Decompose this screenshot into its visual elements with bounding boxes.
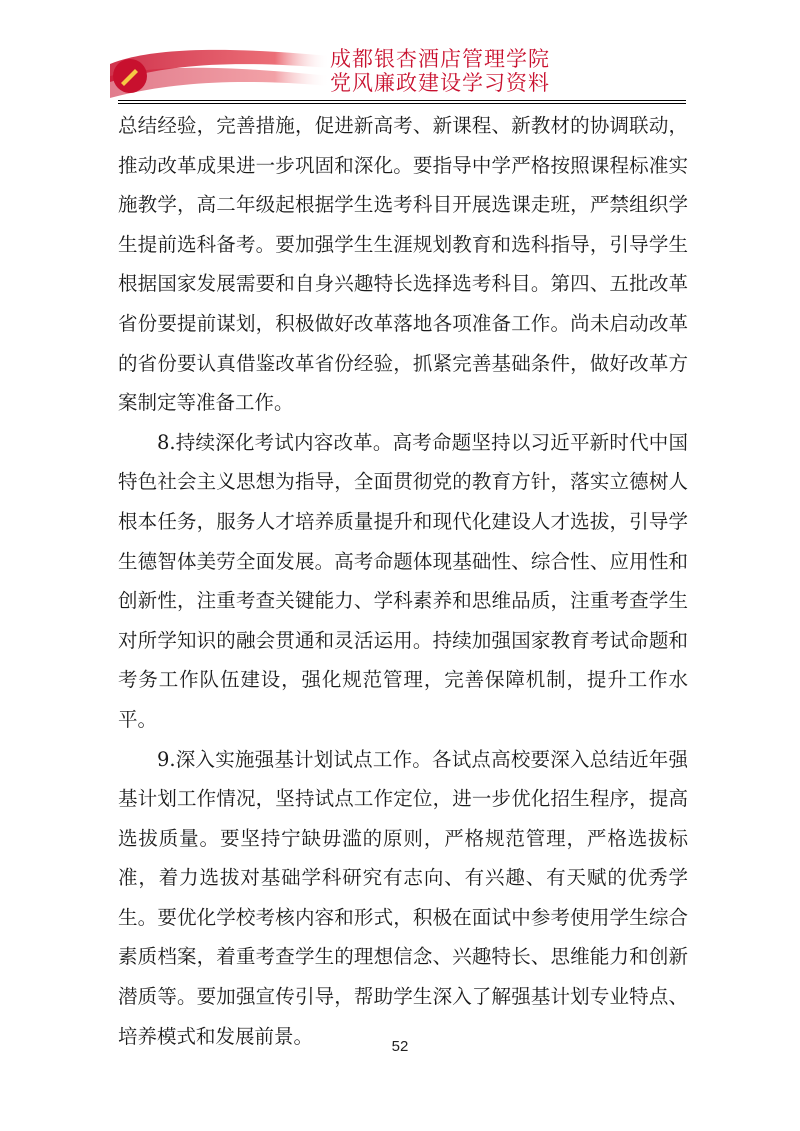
party-emblem-icon [112, 58, 148, 94]
header-title [330, 47, 550, 95]
paragraph-continued: 总结经验，完善措施，促进新高考、新课程、新教材的协调联动，推动改革成果进一步巩固和深化。要指导中学严格按照课程标准实施教学，高二年级起根据学生选考科目开展选课走班，严禁组织学生提前选科备考。要加强学生生涯规划教育和选科指导，引导学生根据国家发展需要和自身兴趣特长选择选考科目。第四、五批改革省份要提前谋划，积极做好改革落地各项准备工作。尚未启动改革的省份要认真借鉴改革省份经验，抓紧完善基础条件，做好改革方案制定等准备工作。 [118, 114, 688, 415]
page-header [0, 0, 800, 102]
paragraph-item-8: 8.持续深化考试内容改革。高考命题坚持以习近平新时代中国特色社会主义思想为指导，全面贯彻党的教育方针，落实立德树人根本任务，服务人才培养质量提升和现代化建设人才选拔，引导学生德智体美劳全面发展。高考命题体现基础性、综合性、应用性和创新性，注重考查关键能力、学科素养和思维品质，注重考查学生对所学知识的融会贯通和灵活运用。持续加强国家教育考试命题和考务工作队伍建设，强化规范管理，完善保障机制，提升工作水平。 [118, 430, 688, 731]
header-title-line2: 党风廉政建设学习资料 [330, 71, 550, 95]
header-rule-thin [118, 103, 686, 104]
page-number: 52 [391, 1038, 409, 1055]
header-rule [118, 100, 686, 101]
document-body [118, 106, 688, 1056]
header-title-line1: 成都银杏酒店管理学院 [330, 47, 550, 71]
paragraph-item-9: 9.深入实施强基计划试点工作。各试点高校要深入总结近年强基计划工作情况，坚持试点工作定位，进一步优化招生程序，提高选拔质量。要坚持宁缺毋滥的原则，严格规范管理，严格选拔标准，着力选拔对基础学科研究有志向、有兴趣、有天赋的优秀学生。要优化学校考核内容和形式，积极在面试中参考使用学生综合素质档案，着重考查学生的理想信念、兴趣特长、思维能力和创新潜质等。要加强宣传引导，帮助学生深入了解强基计划专业特点、培养模式和发展前景。 [118, 747, 688, 1048]
